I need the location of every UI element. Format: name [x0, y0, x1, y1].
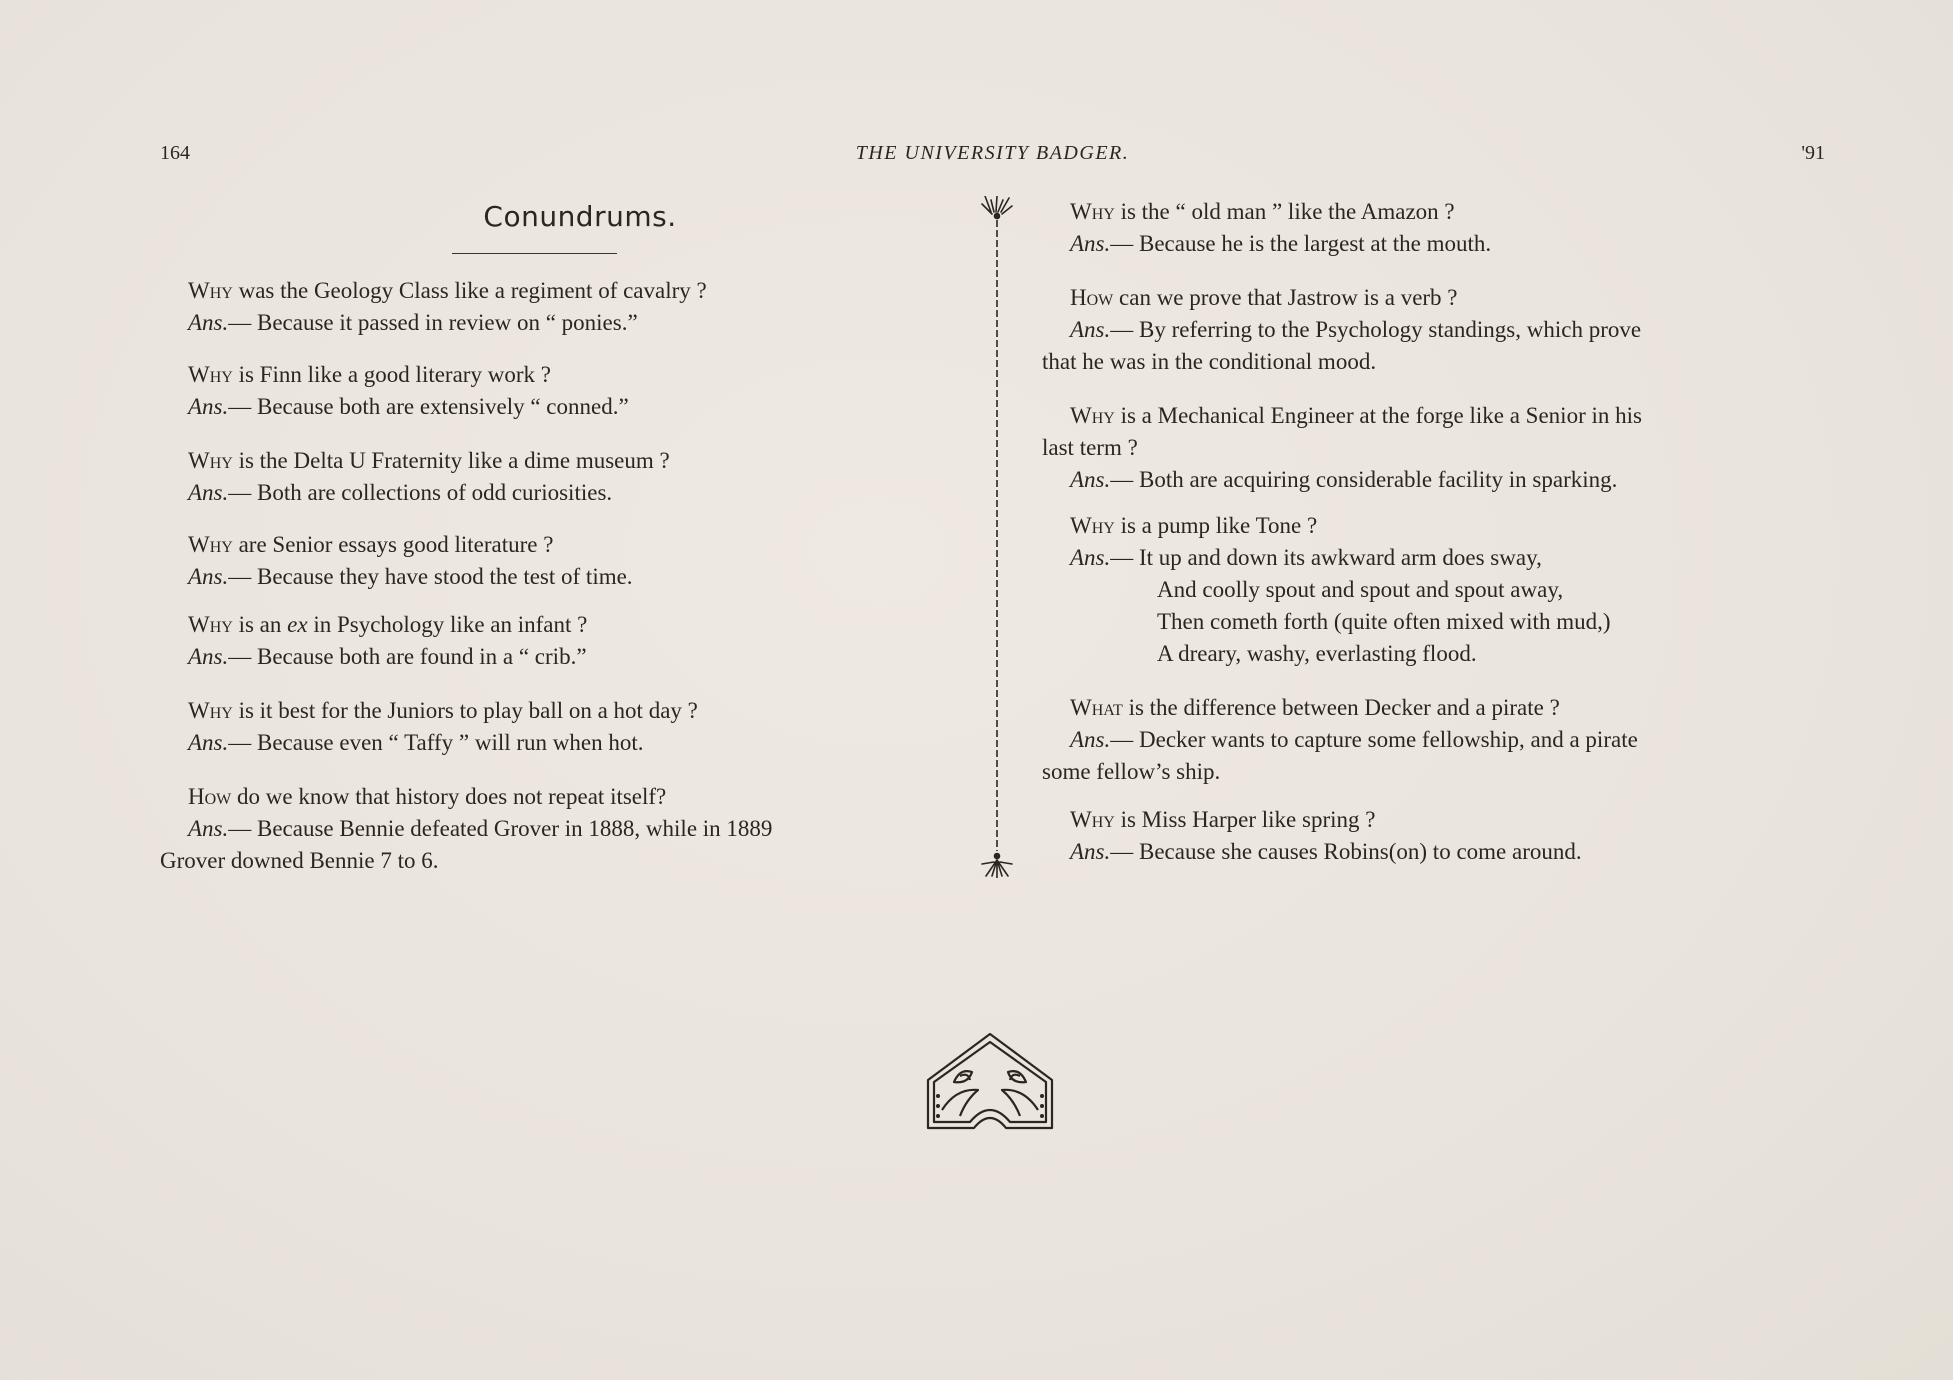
- question-lead-word: Why: [188, 362, 233, 387]
- conundrum-3: [160, 445, 955, 509]
- question-lead-word: Why: [188, 532, 233, 557]
- question-lead-word: Why: [188, 278, 233, 303]
- question: [1042, 196, 1822, 228]
- question: [160, 609, 955, 641]
- answer-text: — Because she causes Robins(on) to come around.: [1110, 839, 1582, 864]
- answer-label: Ans.: [1070, 727, 1111, 752]
- verse-line: And coolly spout and spout and spout away,: [1157, 577, 1564, 602]
- conundrum-10: [1042, 400, 1822, 496]
- question-text: in Psychology like an infant ?: [307, 612, 588, 637]
- answer-text: — Because both are found in a “ crib.”: [228, 644, 587, 669]
- conundrum-8: [1042, 196, 1822, 260]
- answer-text: — Both are acquiring considerable facility in sparking.: [1110, 467, 1618, 492]
- answer-text: — It up and down its awkward arm does sway,: [1110, 545, 1542, 570]
- answer-text: — Decker wants to capture some fellowship, and a pirate: [1110, 727, 1638, 752]
- answer: [1042, 724, 1822, 756]
- question-lead-word: Why: [188, 448, 233, 473]
- answer: [1042, 464, 1822, 496]
- answer-label: Ans.: [188, 310, 229, 335]
- question: [160, 275, 955, 307]
- question-lead-word: Why: [188, 612, 233, 637]
- question: [1042, 510, 1822, 542]
- question-text: is a pump like Tone ?: [1114, 513, 1318, 538]
- conundrum-2: [160, 359, 955, 423]
- question-text: was the Geology Class like a regiment of cavalry ?: [232, 278, 707, 303]
- answer-text: — Because they have stood the test of time.: [228, 564, 633, 589]
- answer-text: — Because even “ Taffy ” will run when hot.: [228, 730, 644, 755]
- conundrum-13: [1042, 804, 1822, 868]
- answer: [1042, 836, 1822, 868]
- question-text: do we know that history does not repeat itself?: [231, 784, 667, 809]
- question-text: is it best for the Juniors to play ball on a hot day ?: [232, 698, 698, 723]
- question-text: is a Mechanical Engineer at the forge like a Senior in his: [1114, 403, 1642, 428]
- section-title: Conundrums.: [483, 200, 677, 233]
- question: [160, 695, 955, 727]
- answer: [160, 477, 955, 509]
- conundrum-5: [160, 609, 955, 673]
- question-text: is Finn like a good literary work ?: [232, 362, 551, 387]
- running-head: [160, 142, 1825, 172]
- title-rule: [452, 253, 617, 254]
- question: [1042, 804, 1822, 836]
- question-lead-word: Why: [188, 698, 233, 723]
- question: [1042, 282, 1822, 314]
- class-year: '91: [1801, 142, 1825, 164]
- running-title: THE UNIVERSITY BADGER.: [855, 142, 1130, 164]
- answer: [160, 641, 955, 673]
- answer-label: Ans.: [188, 480, 229, 505]
- question: [160, 445, 955, 477]
- question: [160, 781, 955, 813]
- answer: [160, 391, 955, 423]
- answer-label: Ans.: [188, 644, 229, 669]
- question-lead-word: How: [188, 784, 232, 809]
- answer: [160, 561, 955, 593]
- conundrum-9: [1042, 282, 1822, 378]
- answer-label: Ans.: [188, 394, 229, 419]
- page-number: 164: [160, 142, 190, 164]
- question-continuation: last term ?: [1042, 435, 1138, 460]
- answer-text: — Because both are extensively “ conned.”: [228, 394, 629, 419]
- answer: [1042, 314, 1822, 346]
- question: [1042, 692, 1822, 724]
- answer-text: — Because it passed in review on “ ponies.”: [228, 310, 638, 335]
- answer-label: Ans.: [188, 816, 229, 841]
- answer-text: — By referring to the Psychology standings, which prove: [1110, 317, 1642, 342]
- answer-text: — Because Bennie defeated Grover in 1888, while in 1889: [228, 816, 773, 841]
- question: [160, 529, 955, 561]
- conundrum-7: [160, 781, 955, 877]
- answer: [1042, 542, 1822, 574]
- conundrum-6: [160, 695, 955, 759]
- answer-label: Ans.: [188, 564, 229, 589]
- question-text-pre: is an: [232, 612, 288, 637]
- conundrum-4: [160, 529, 955, 593]
- conundrum-11: [1042, 510, 1822, 670]
- question-lead-word: Why: [1070, 513, 1115, 538]
- answer: [160, 813, 955, 845]
- question-lead-word: How: [1070, 285, 1114, 310]
- answer-continuation: Grover downed Bennie 7 to 6.: [160, 848, 439, 873]
- question-emphasis: ex: [287, 612, 308, 637]
- right-column: [1042, 196, 1822, 868]
- answer-text: — Both are collections of odd curiosities.: [228, 480, 613, 505]
- left-column: [160, 190, 955, 877]
- answer-continuation: that he was in the conditional mood.: [1042, 349, 1377, 374]
- answer-label: Ans.: [188, 730, 229, 755]
- tailpiece-ornament: [920, 1030, 1060, 1135]
- conundrum-12: [1042, 692, 1822, 788]
- column-divider-ornament: [972, 196, 1022, 878]
- question-text: is Miss Harper like spring ?: [1114, 807, 1376, 832]
- answer-label: Ans.: [1070, 231, 1111, 256]
- answer-text: — Because he is the largest at the mouth.: [1110, 231, 1492, 256]
- question-text: can we prove that Jastrow is a verb ?: [1113, 285, 1458, 310]
- verse-line: A dreary, washy, everlasting flood.: [1157, 641, 1477, 666]
- answer: [160, 307, 955, 339]
- question-lead-word: Why: [1070, 199, 1115, 224]
- question: [1042, 400, 1822, 432]
- question-text: are Senior essays good literature ?: [232, 532, 554, 557]
- answer: [160, 727, 955, 759]
- question-text: is the difference between Decker and a pirate ?: [1122, 695, 1560, 720]
- question-lead-word: Why: [1070, 807, 1115, 832]
- question-text: is the “ old man ” like the Amazon ?: [1114, 199, 1455, 224]
- answer-continuation: some fellow’s ship.: [1042, 759, 1221, 784]
- answer-label: Ans.: [1070, 545, 1111, 570]
- question-lead-word: Why: [1070, 403, 1115, 428]
- question-text: is the Delta U Fraternity like a dime museum ?: [232, 448, 670, 473]
- answer-label: Ans.: [1070, 839, 1111, 864]
- answer-label: Ans.: [1070, 317, 1111, 342]
- answer: [1042, 228, 1822, 260]
- verse-line: Then cometh forth (quite often mixed with mud,): [1157, 609, 1611, 634]
- question-lead-word: What: [1070, 695, 1123, 720]
- conundrum-1: [160, 275, 955, 339]
- question: [160, 359, 955, 391]
- answer-label: Ans.: [1070, 467, 1111, 492]
